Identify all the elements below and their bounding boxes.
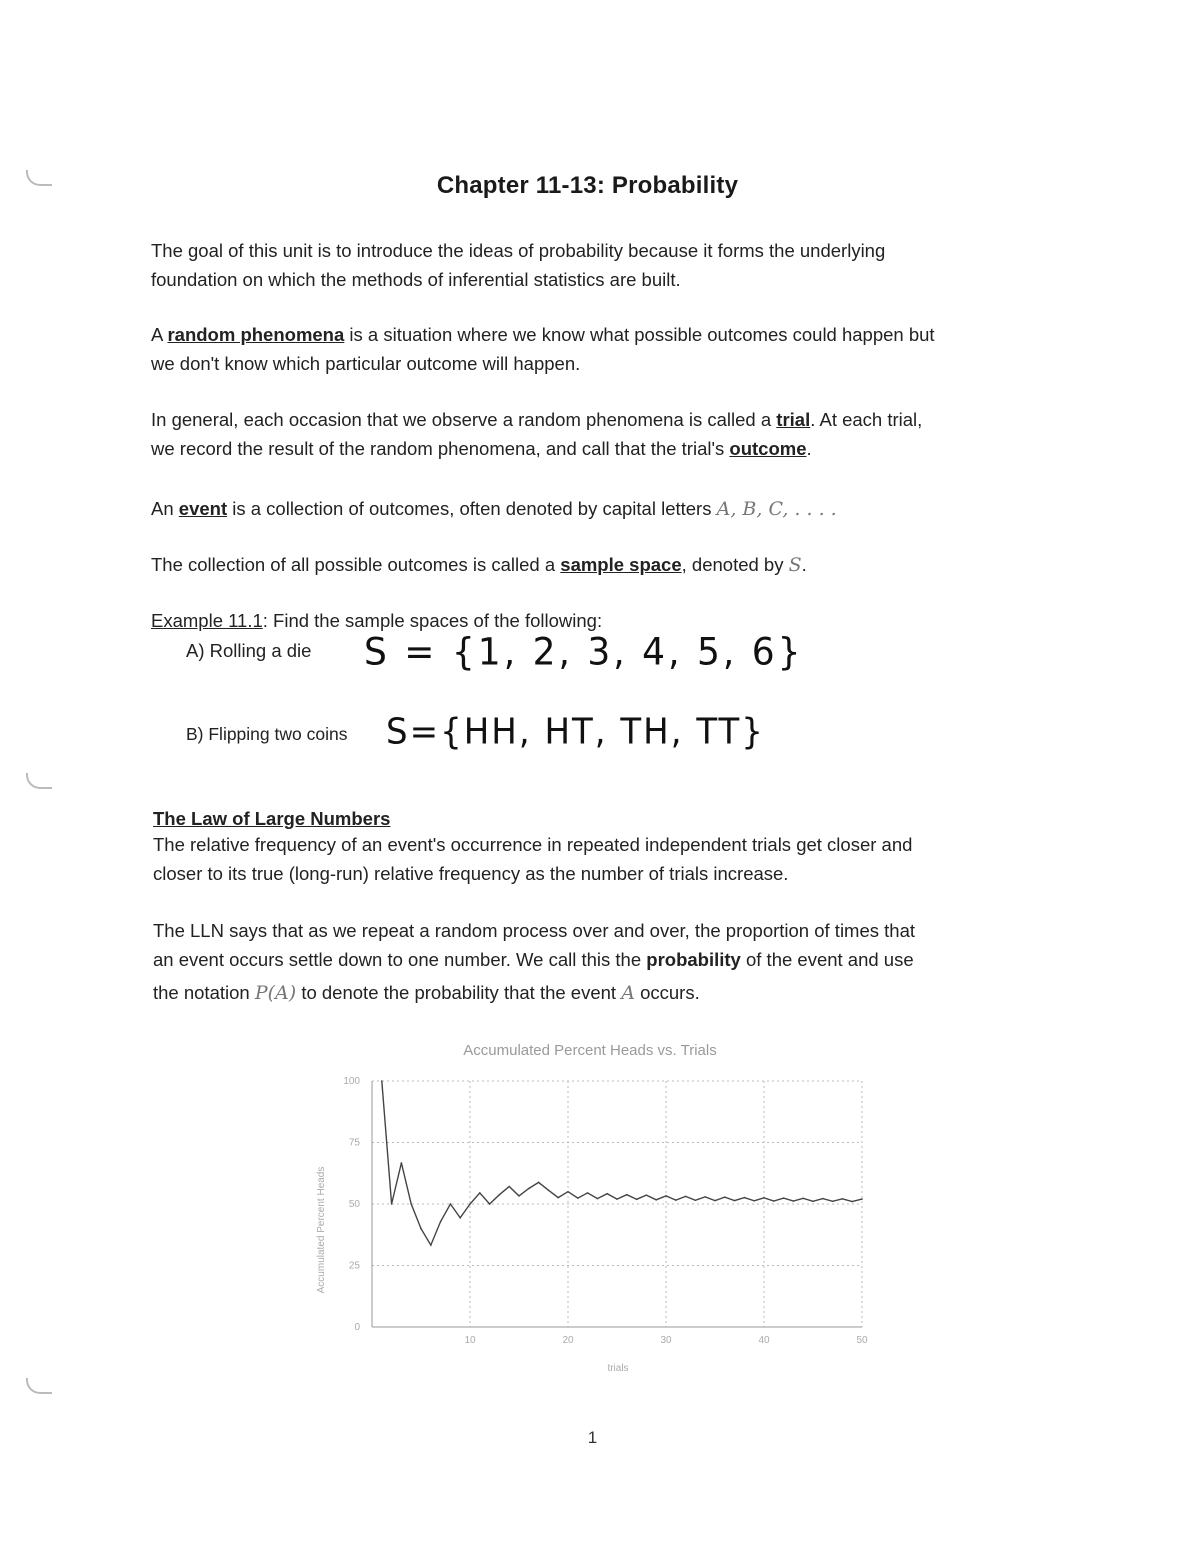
punch-mark-bottom (26, 1378, 52, 1394)
text: occurs. (634, 982, 700, 1003)
x-tick-label: 10 (464, 1335, 476, 1346)
example-a-label: A) Rolling a die (186, 640, 312, 661)
chart-title: Accumulated Percent Heads vs. Trials (463, 1042, 717, 1059)
data-point (548, 1189, 550, 1191)
data-point (606, 1193, 608, 1195)
data-point (410, 1203, 412, 1205)
math-p-of-a: P(A) (254, 982, 297, 1004)
term-event: event (178, 498, 228, 519)
sample-space-paragraph (151, 550, 1091, 580)
series-line (382, 1081, 862, 1245)
data-point (842, 1198, 844, 1200)
text: , denoted by (681, 554, 789, 575)
y-tick-label: 75 (348, 1137, 360, 1149)
data-point (499, 1194, 501, 1196)
text: closer to its true (long-run) relative frequency as the number of trials increase. (153, 863, 789, 884)
data-point (391, 1203, 393, 1205)
data-point (646, 1194, 648, 1196)
data-point (616, 1198, 618, 1200)
data-point (704, 1196, 706, 1198)
data-point (440, 1221, 442, 1223)
text: The LLN says that as we repeat a random process over and over, the proportion of times that (153, 920, 915, 941)
text: In general, each occasion that we observe a random phenomena is called a (151, 409, 777, 430)
data-point (665, 1195, 667, 1197)
y-tick-label: 50 (348, 1199, 360, 1210)
data-point (459, 1217, 461, 1219)
y-axis-label: Accumulated Percent Heads (316, 1166, 327, 1294)
y-tick-label: 100 (343, 1076, 360, 1087)
text: an event occurs settle down to one number. We call this the (153, 949, 647, 970)
data-point (714, 1200, 716, 1202)
lln-heading (153, 804, 1093, 833)
y-tick-label: 25 (348, 1260, 360, 1272)
x-tick-label: 50 (856, 1335, 868, 1346)
data-point (812, 1200, 814, 1202)
intro-line-1: The goal of this unit is to introduce the ideas of probability because it forms the underlying (151, 240, 886, 261)
page-number: 1 (587, 1428, 598, 1447)
data-point (724, 1196, 726, 1198)
text: we don't know which particular outcome will happen. (151, 353, 581, 374)
data-point (401, 1162, 403, 1164)
data-point (420, 1228, 422, 1230)
probability-paragraph (153, 916, 1093, 1008)
accumulated-heads-chart (300, 1065, 880, 1385)
chart-ticks (343, 1076, 868, 1346)
data-point (822, 1198, 824, 1200)
random-phenomena-paragraph (151, 320, 1091, 378)
data-point (793, 1200, 795, 1202)
trial-paragraph (151, 405, 1091, 463)
data-point (744, 1197, 746, 1199)
data-point (626, 1194, 628, 1196)
text: A (151, 324, 168, 345)
data-point (557, 1197, 559, 1199)
term-trial: trial (776, 409, 811, 430)
data-point (832, 1200, 834, 1202)
math-event-letters: A, B, C, . . . . (716, 498, 837, 520)
math-s: S (788, 554, 802, 576)
data-point (861, 1198, 863, 1200)
data-point (851, 1201, 853, 1203)
text: : Find the sample spaces of the following: (262, 610, 603, 631)
data-point (528, 1188, 530, 1190)
page-title: Chapter 11-13: Probability (436, 172, 739, 199)
text: The relative frequency of an event's occurrence in repeated independent trials get closer and (153, 834, 913, 855)
x-tick-label: 20 (562, 1335, 574, 1346)
lln-definition (153, 830, 1093, 888)
event-paragraph (151, 494, 1091, 524)
data-point (783, 1197, 785, 1199)
text: the notation (153, 982, 255, 1003)
data-point (597, 1198, 599, 1200)
example-b-label: B) Flipping two coins (186, 724, 348, 744)
text: The collection of all possible outcomes is called a (151, 554, 561, 575)
example-a-handwritten-answer: S = {1, 2, 3, 4, 5, 6} (364, 630, 804, 675)
term-sample-space: sample space (560, 554, 682, 575)
data-point (655, 1199, 657, 1201)
data-point (763, 1197, 765, 1199)
text: is a collection of outcomes, often denoted by capital letters (227, 498, 717, 519)
data-point (636, 1199, 638, 1201)
text: . (801, 554, 807, 575)
data-point (802, 1198, 804, 1200)
y-tick-label: 0 (354, 1322, 360, 1333)
term-random-phenomena: random phenomena (167, 324, 345, 345)
data-point (753, 1200, 755, 1202)
text: An (151, 498, 179, 519)
intro-line-2: foundation on which the methods of inferential statistics are built. (151, 269, 681, 290)
text: we record the result of the random phenomena, and call that the trial's (151, 438, 730, 459)
term-outcome: outcome (729, 438, 807, 459)
data-point (538, 1182, 540, 1184)
intro-paragraph (151, 236, 1091, 294)
data-point (773, 1200, 775, 1202)
data-point (430, 1244, 432, 1246)
text: . At each trial, (810, 409, 923, 430)
data-point (469, 1203, 471, 1205)
lln-heading-text: The Law of Large Numbers (153, 808, 391, 829)
chart-grid (372, 1081, 862, 1327)
data-point (567, 1191, 569, 1193)
data-point (518, 1195, 520, 1197)
text: is a situation where we know what possible outcomes could happen but (344, 324, 935, 345)
text: . (806, 438, 812, 459)
example-label: Example 11.1 (151, 610, 263, 631)
x-tick-label: 30 (660, 1335, 672, 1346)
data-point (695, 1200, 697, 1202)
data-point (381, 1080, 383, 1082)
data-point (450, 1203, 452, 1205)
text: to denote the probability that the event (296, 982, 622, 1003)
data-point (577, 1197, 579, 1199)
data-point (675, 1199, 677, 1201)
data-point (479, 1192, 481, 1194)
data-point (734, 1200, 736, 1202)
x-axis-label: trials (607, 1363, 629, 1374)
term-probability: probability (646, 949, 741, 970)
data-point (587, 1192, 589, 1194)
text: of the event and use (740, 949, 914, 970)
data-point (489, 1203, 491, 1205)
example-b-handwritten-answer: S={HH, HT, TH, TT} (386, 711, 765, 753)
x-tick-label: 40 (758, 1335, 770, 1346)
data-point (508, 1186, 510, 1188)
data-point (685, 1196, 687, 1198)
math-a: A (621, 982, 635, 1004)
punch-mark-middle (26, 773, 52, 789)
chart-points (381, 1080, 863, 1246)
